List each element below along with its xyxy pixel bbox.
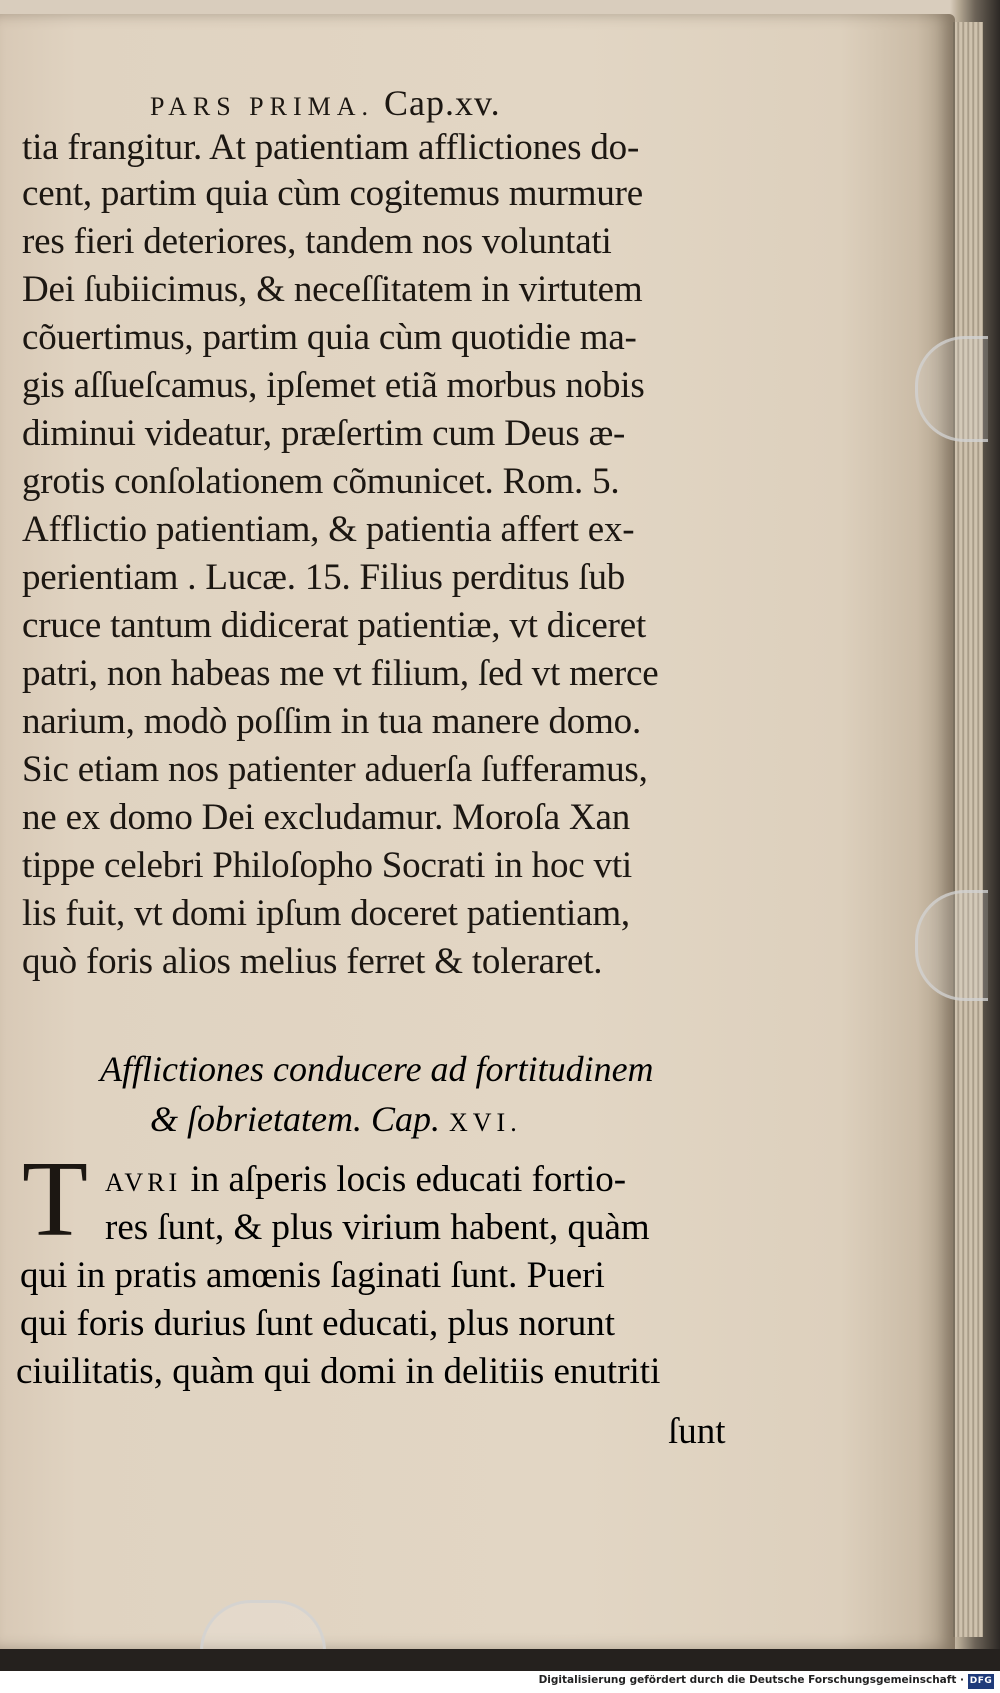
text-line: Dei ſubiicimus, & neceſſitatem in virtutem <box>22 269 643 310</box>
text-line: ne ex domo Dei excludamur. Moroſa Xan <box>22 797 631 838</box>
text-line: grotis conſolationem cõmunicet. Rom. 5. <box>22 461 620 502</box>
text-line: cõuertimus, partim quia cùm quotidie ma- <box>22 317 637 358</box>
dfg-logo: DFG <box>968 1674 994 1689</box>
text-line: patri, non habeas me vt filium, ſed vt merce <box>22 653 659 694</box>
footer-credit: Digitalisierung gefördert durch die Deutsche Forschungsgemeinschaft · <box>538 1674 964 1686</box>
text-line: cent, partim quia cùm cogitemus murmure <box>22 173 644 214</box>
text-line: tia frangitur. At patientiam afflictiones do- <box>22 127 640 168</box>
running-head <box>150 82 670 124</box>
running-head-chapter: Cap.xv. <box>384 83 501 123</box>
section-first-line <box>105 1158 626 1201</box>
text-line: diminui videatur, præſertim cum Deus æ- <box>22 413 626 454</box>
text-line: tippe celebri Philoſopho Socrati in hoc vti <box>22 845 633 886</box>
section-heading-number: XVI. <box>449 1108 522 1137</box>
section-heading-cap: Cap. <box>370 1099 440 1139</box>
page-edges <box>953 22 983 1637</box>
text-line: cruce tantum didicerat patientiæ, vt diceret <box>22 605 647 646</box>
text-line: perientiam . Lucæ. 15. Filius perditus ſub <box>22 557 626 598</box>
text-line: Afflictio patientiam, & patientia affert ex- <box>22 509 635 550</box>
scan-bottom-edge <box>0 1649 1000 1671</box>
first-line-rest: in aſperis locis educati fortio- <box>190 1159 627 1200</box>
text-line: Sic etiam nos patienter aduerſa ſufferamus, <box>22 749 648 790</box>
text-line: quò foris alios melius ferret & toleraret. <box>22 941 603 982</box>
section-heading-line-1: Afflictiones conducere ad fortitudinem <box>100 1049 654 1089</box>
text-line: res fieri deteriores, tandem nos voluntati <box>22 221 612 262</box>
first-word-smallcaps: AVRI <box>105 1168 182 1197</box>
text-line: narium, modò poſſim in tua manere domo. <box>22 701 642 742</box>
text-line: ciuilitatis, quàm qui domi in delitiis enutriti <box>16 1351 661 1392</box>
section-heading-text: & ſobrietatem. <box>150 1099 362 1139</box>
catchword: ſunt <box>668 1411 726 1452</box>
text-line: qui foris durius ſunt educati, plus norunt <box>20 1303 616 1344</box>
text-line: gis aſſueſcamus, ipſemet etiã morbus nobis <box>22 365 645 406</box>
text-line: lis fuit, vt domi ipſum doceret patientiam, <box>22 893 630 934</box>
running-head-title: PARS PRIMA. <box>150 92 375 121</box>
text-line: res ſunt, & plus virium habent, quàm <box>105 1207 650 1248</box>
text-line: qui in pratis amœnis ſaginati ſunt. Pueri <box>20 1255 605 1296</box>
footer-bar <box>0 1671 1000 1693</box>
section-heading-line-2 <box>150 1098 522 1140</box>
drop-capital: T <box>22 1140 88 1259</box>
